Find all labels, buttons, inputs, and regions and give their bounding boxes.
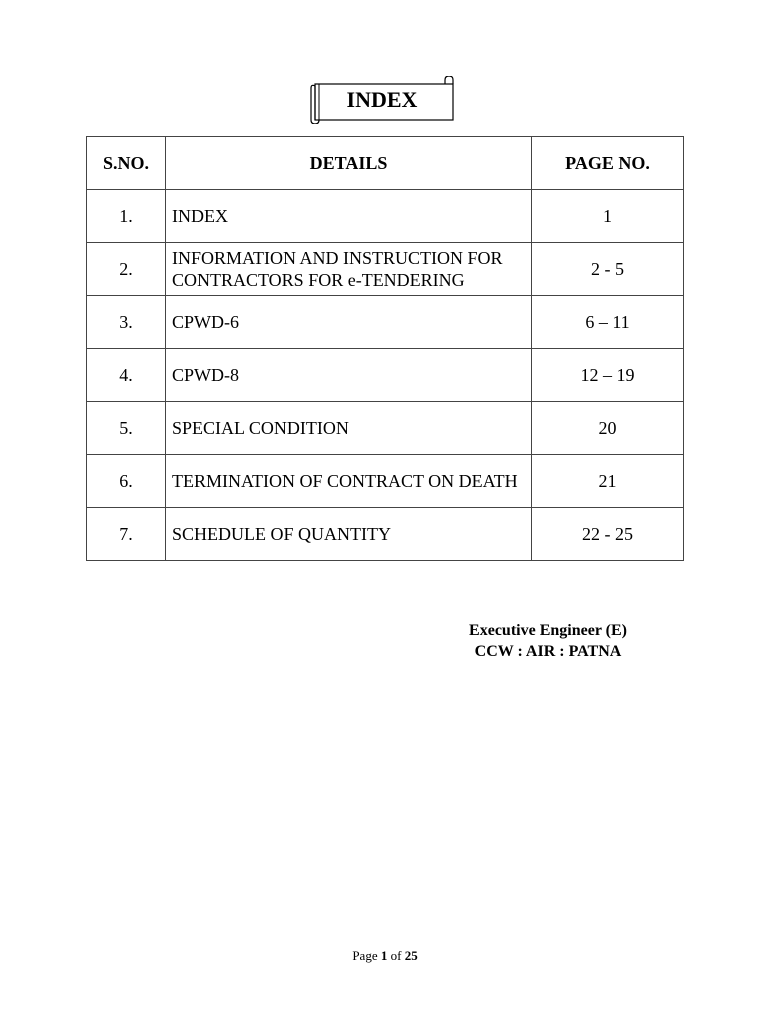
row-page: 2 - 5	[532, 243, 684, 296]
row-details	[166, 243, 532, 296]
row-details: CPWD-6	[166, 296, 532, 349]
header-details: DETAILS	[166, 137, 532, 190]
signature-block	[436, 620, 660, 662]
row-sno: 1.	[87, 190, 166, 243]
row-details-line1: INFORMATION AND INSTRUCTION FOR	[172, 248, 503, 268]
row-sno: 7.	[87, 508, 166, 561]
table-row	[87, 243, 684, 296]
table-row	[87, 349, 684, 402]
index-table	[86, 136, 684, 561]
row-details-line2: CONTRACTORS FOR e-TENDERING	[172, 270, 465, 290]
row-details: INDEX	[166, 190, 532, 243]
signature-designation: Executive Engineer (E)	[469, 622, 627, 639]
header-page-no: PAGE NO.	[532, 137, 684, 190]
page-title: INDEX	[346, 87, 418, 112]
row-sno: 6.	[87, 455, 166, 508]
footer-total-pages: 25	[404, 948, 418, 963]
footer-of-word: of	[390, 948, 402, 963]
page-footer	[0, 948, 770, 964]
table-row	[87, 190, 684, 243]
footer-current-page: 1	[380, 948, 388, 963]
row-details: TERMINATION OF CONTRACT ON DEATH	[166, 455, 532, 508]
table-header-row	[87, 137, 684, 190]
row-sno: 2.	[87, 243, 166, 296]
index-title-banner	[306, 76, 458, 124]
row-page: 1	[532, 190, 684, 243]
header-sno: S.NO.	[87, 137, 166, 190]
signature-office: CCW : AIR : PATNA	[474, 643, 622, 660]
row-details: SCHEDULE OF QUANTITY	[166, 508, 532, 561]
row-sno: 4.	[87, 349, 166, 402]
row-sno: 5.	[87, 402, 166, 455]
table-row	[87, 296, 684, 349]
row-page: 22 - 25	[532, 508, 684, 561]
row-details: CPWD-8	[166, 349, 532, 402]
row-sno: 3.	[87, 296, 166, 349]
table-row	[87, 402, 684, 455]
row-page: 20	[532, 402, 684, 455]
footer-page-word: Page	[352, 948, 378, 963]
row-page: 6 – 11	[532, 296, 684, 349]
table-row	[87, 508, 684, 561]
table-row	[87, 455, 684, 508]
row-details: SPECIAL CONDITION	[166, 402, 532, 455]
row-page: 12 – 19	[532, 349, 684, 402]
row-page: 21	[532, 455, 684, 508]
